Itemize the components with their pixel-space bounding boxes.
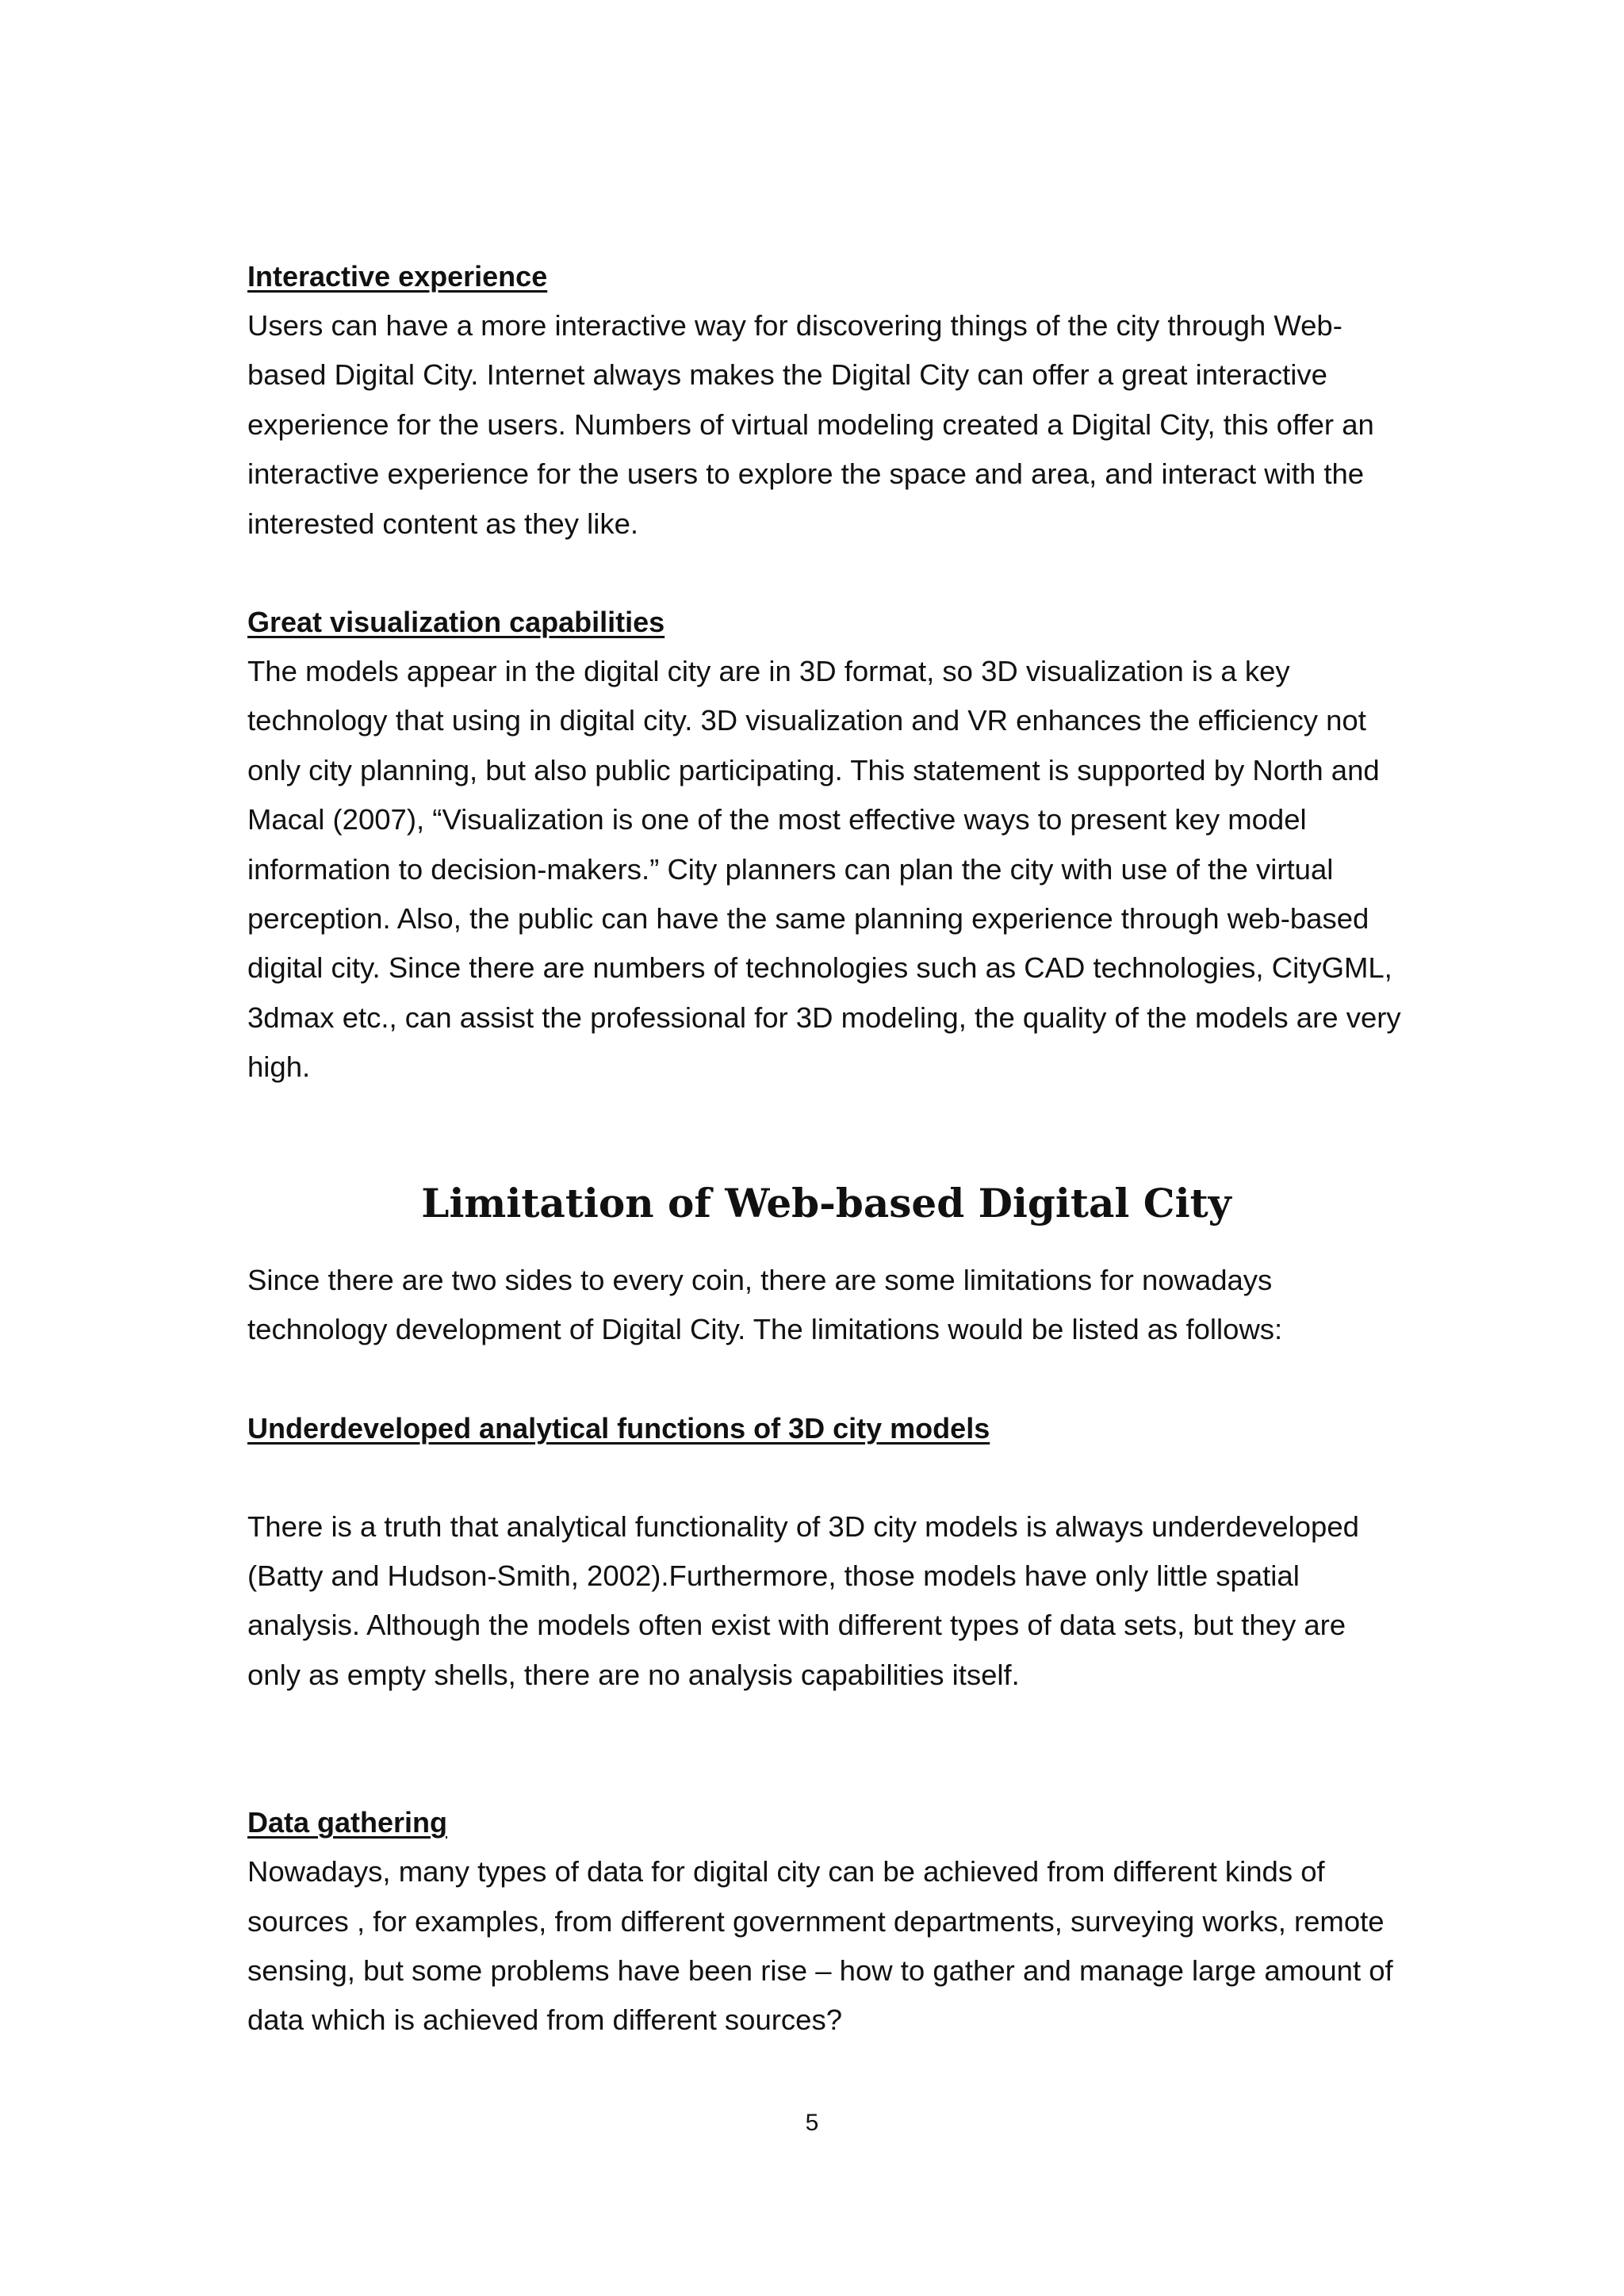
spacer: [247, 1453, 1405, 1502]
limitation-intro-paragraph: Since there are two sides to every coin, there are some limitations for nowadays technology development of Digital City. The limitations would be listed as follows:: [247, 1263, 1283, 1346]
page-number: 5: [805, 2110, 819, 2136]
interactive-experience-heading: Interactive experience: [247, 260, 548, 293]
visualization-heading: Great visualization capabilities: [247, 606, 665, 639]
spacer: [247, 1700, 1405, 1798]
analytical-functions-paragraph: There is a truth that analytical functionality of 3D city models is always underdeveloped (Batty and Hudson-Smith, 2002).Furthermore, those models have only little spatial analysis. Although the models often exist with different types of data sets, but they are only as empty shells, there are no analysis capabilities itself.: [247, 1510, 1359, 1691]
spacer: [247, 549, 1405, 598]
analytical-functions-heading: Underdeveloped analytical functions of 3D city models: [247, 1411, 990, 1445]
spacer: [247, 1355, 1405, 1404]
data-gathering-paragraph: Nowadays, many types of data for digital city can be achieved from different kinds of sources , for examples, from different government departments, surveying works, remote sensing, but some problems have been rise – how to gather and manage large amount of data which is achieved from different sources?: [247, 1855, 1393, 2037]
spacer: [247, 1093, 1405, 1172]
limitation-section-title: Limitation of Web-based Digital City: [421, 1179, 1231, 1226]
spacer: [247, 1235, 1405, 1256]
page-content: [247, 252, 1405, 2045]
interactive-experience-paragraph: Users can have a more interactive way for discovering things of the city through Web-based Digital City. Internet always makes the Digital City can offer a great interactive experience for the users. Numbers of virtual modeling created a Digital City, this offer an interactive experience for the users to explore the space and area, and interact with the interested content as they like.: [247, 309, 1374, 540]
visualization-paragraph: The models appear in the digital city are in 3D format, so 3D visualization is a key technology that using in digital city. 3D visualization and VR enhances the efficiency not only city planning, but also public participating. This statement is supported by North and Macal (2007), “Visualization is one of the most effective ways to present key model information to decision-makers.” City planners can plan the city with use of the virtual perception. Also, the public can have the same planning experience through web-based digital city. Since there are numbers of technologies such as CAD technologies, CityGML, 3dmax etc., can assist the professional for 3D modeling, the quality of the models are very high.: [247, 655, 1401, 1084]
data-gathering-heading: Data gathering: [247, 1806, 448, 1839]
